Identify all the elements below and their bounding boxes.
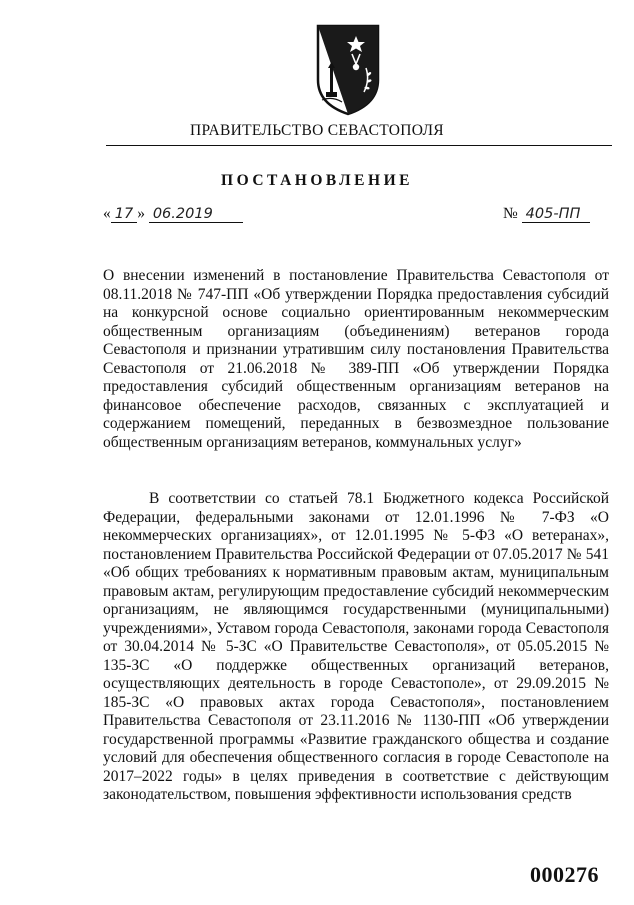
- number-value-handwritten: 405-ПП: [522, 206, 590, 223]
- date-open-quote: «: [103, 205, 111, 222]
- document-subject: О внесении изменений в постановление Правительства Севастополя от 08.11.2018 № 747-ПП «Об утверждении Порядка предоставления субсидий на конкурсной основе социально ориентированным некоммерческим общественным организациям (объединениям) ветеранов города Севастополя и признании утратившим силу постановления Правительства Севастополя от 21.06.2018 № 389-ПП «Об утверждении Порядка предоставления субсидий общественным организациям ветеранов на финансовое обеспечение расходов, связанных с эксплуатацией и содержанием помещений, переданных в безвозмездное пользование общественным организациям ветеранов, коммунальных услуг»: [103, 267, 609, 451]
- number-label: №: [503, 205, 518, 222]
- date-close-quote: »: [137, 205, 145, 222]
- body-paragraph: В соответствии со статьей 78.1 Бюджетного кодекса Российской Федерации, федеральными законами от 12.01.1996 № 7-ФЗ «О некоммерческих организациях», от 12.01.1995 № 5-ФЗ «О ветеранах», постановлением Правительства Российской Федерации от 07.05.2017 № 541 «Об общих требованиях к нормативным правовым актам, муниципальным правовым актам, регулирующим предоставление субсидий некоммерческим организациям, не являющимся государственными (муниципальными) учреждениями», Уставом города Севастополя, законами города Севастополя от 30.04.2014 № 5-ЗС «О Правительстве Севастополя», от 05.05.2015 № 135-ЗС «О поддержке общественных организаций ветеранов, осуществляющих деятельность в городе Севастополе», от 29.09.2015 № 185-ЗС «О правовых актах города Севастополя», постановлением Правительства Севастополя от 23.11.2016 № 1130-ПП «Об утверждении государственной программы «Развитие гражданского общества и создание условий для обеспечения общественного согласия в городе Севастополе на 2017–2022 годы» в целях приведения в соответствие с действующим законодательством, повышения эффективности использования средств: [103, 490, 609, 803]
- date-day-handwritten: 17: [111, 206, 137, 223]
- header-divider: [106, 145, 612, 146]
- sevastopol-coat-of-arms-icon: [316, 24, 380, 116]
- document-type-title: ПОСТАНОВЛЕНИЕ: [221, 172, 413, 189]
- page-serial-number: 000276: [530, 862, 599, 887]
- date-month-year-handwritten: 06.2019: [149, 206, 243, 223]
- government-name: ПРАВИТЕЛЬСТВО СЕВАСТОПОЛЯ: [190, 122, 444, 139]
- document-number: [503, 205, 590, 223]
- document-date: [103, 205, 243, 223]
